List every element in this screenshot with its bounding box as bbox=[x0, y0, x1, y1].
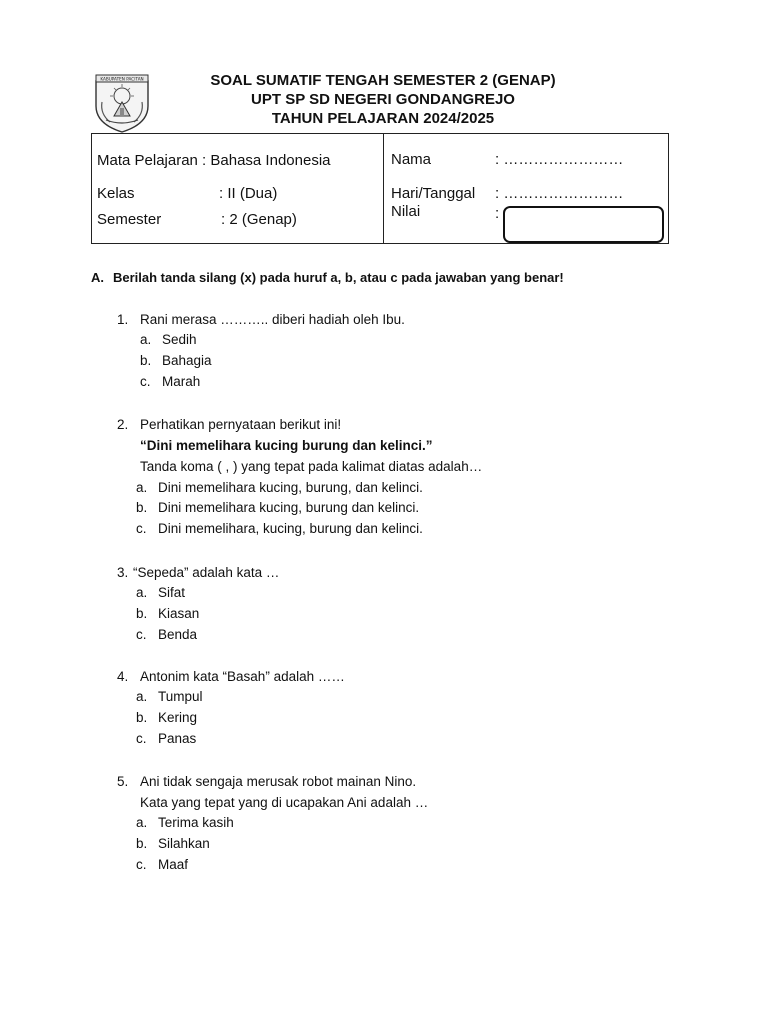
score-label: Nilai bbox=[391, 203, 421, 220]
option-text[interactable]: Kiasan bbox=[158, 606, 200, 621]
option-text[interactable]: Panas bbox=[158, 731, 197, 746]
question-subtext: Tanda koma ( , ) yang tepat pada kalimat diatas adalah… bbox=[140, 459, 483, 474]
option-letter: a. bbox=[136, 815, 148, 830]
date-label: Hari/Tanggal bbox=[391, 185, 476, 202]
name-label: Nama bbox=[391, 151, 432, 168]
option-text[interactable]: Dini memelihara kucing, burung dan kelinci. bbox=[158, 500, 420, 515]
option-letter: b. bbox=[140, 353, 152, 368]
class-label: Kelas bbox=[97, 185, 135, 202]
academic-year: TAHUN PELAJARAN 2024/2025 bbox=[271, 110, 495, 127]
option-letter: c. bbox=[136, 521, 147, 536]
option-letter: a. bbox=[140, 332, 152, 347]
option-text[interactable]: Silahkan bbox=[158, 836, 210, 851]
exam-title: SOAL SUMATIF TENGAH SEMESTER 2 (GENAP) bbox=[210, 72, 556, 89]
semester-value: : 2 (Genap) bbox=[221, 211, 297, 228]
option-text[interactable]: Marah bbox=[162, 374, 201, 389]
question-text: Antonim kata “Basah” adalah …… bbox=[140, 669, 345, 684]
seal-ribbon-text: KABUPATEN PACITAN bbox=[100, 76, 144, 82]
question-number: 5. bbox=[117, 774, 129, 789]
option-letter: a. bbox=[136, 689, 148, 704]
question-text: Rani merasa ……….. diberi hadiah oleh Ibu. bbox=[140, 312, 405, 327]
option-text[interactable]: Terima kasih bbox=[158, 815, 234, 830]
option-letter: b. bbox=[136, 500, 148, 515]
question-number: 2. bbox=[117, 417, 129, 432]
question-quote: “Dini memelihara kucing burung dan kelinci.” bbox=[140, 438, 433, 453]
school-name: UPT SP SD NEGERI GONDANGREJO bbox=[251, 91, 515, 108]
option-text[interactable]: Sifat bbox=[158, 585, 186, 600]
option-text[interactable]: Kering bbox=[158, 710, 198, 725]
option-letter: b. bbox=[136, 606, 148, 621]
option-letter: c. bbox=[136, 857, 147, 872]
option-text[interactable]: Maaf bbox=[158, 857, 189, 872]
regency-seal-logo bbox=[92, 72, 152, 134]
option-text[interactable]: Dini memelihara, kucing, burung dan kelinci. bbox=[158, 521, 423, 536]
question-text: Perhatikan pernyataan berikut ini! bbox=[140, 417, 342, 432]
question-subtext: Kata yang tepat yang di ucapakan Ani adalah … bbox=[140, 795, 429, 810]
option-text[interactable]: Benda bbox=[158, 627, 198, 642]
option-text[interactable]: Sedih bbox=[162, 332, 197, 347]
option-letter: c. bbox=[136, 731, 147, 746]
question-number: 1. bbox=[117, 312, 129, 327]
question-number: 4. bbox=[117, 669, 129, 684]
score-colon: : bbox=[495, 205, 500, 222]
date-field[interactable]: : …………………… bbox=[495, 185, 624, 202]
option-letter: c. bbox=[136, 627, 147, 642]
option-letter: b. bbox=[136, 710, 148, 725]
section-marker: A. bbox=[91, 270, 104, 285]
semester-label: Semester bbox=[97, 211, 162, 228]
option-text[interactable]: Bahagia bbox=[162, 353, 212, 368]
question-text: Ani tidak sengaja merusak robot mainan Nino. bbox=[140, 774, 417, 789]
subject-label: Mata Pelajaran : Bahasa Indonesia bbox=[97, 152, 331, 169]
option-letter: b. bbox=[136, 836, 148, 851]
option-letter: a. bbox=[136, 585, 148, 600]
option-letter: a. bbox=[136, 480, 148, 495]
score-box[interactable] bbox=[503, 206, 664, 243]
question-text: “Sepeda” adalah kata … bbox=[133, 565, 280, 580]
name-field[interactable]: : …………………… bbox=[495, 151, 624, 168]
section-instruction: Berilah tanda silang (x) pada huruf a, b, atau c pada jawaban yang benar! bbox=[113, 270, 564, 285]
info-box-divider bbox=[383, 133, 384, 244]
question-number: 3. bbox=[117, 565, 129, 580]
class-value: : II (Dua) bbox=[219, 185, 278, 202]
option-text[interactable]: Dini memelihara kucing, burung, dan kelinci. bbox=[158, 480, 423, 495]
option-letter: c. bbox=[140, 374, 151, 389]
option-text[interactable]: Tumpul bbox=[158, 689, 203, 704]
